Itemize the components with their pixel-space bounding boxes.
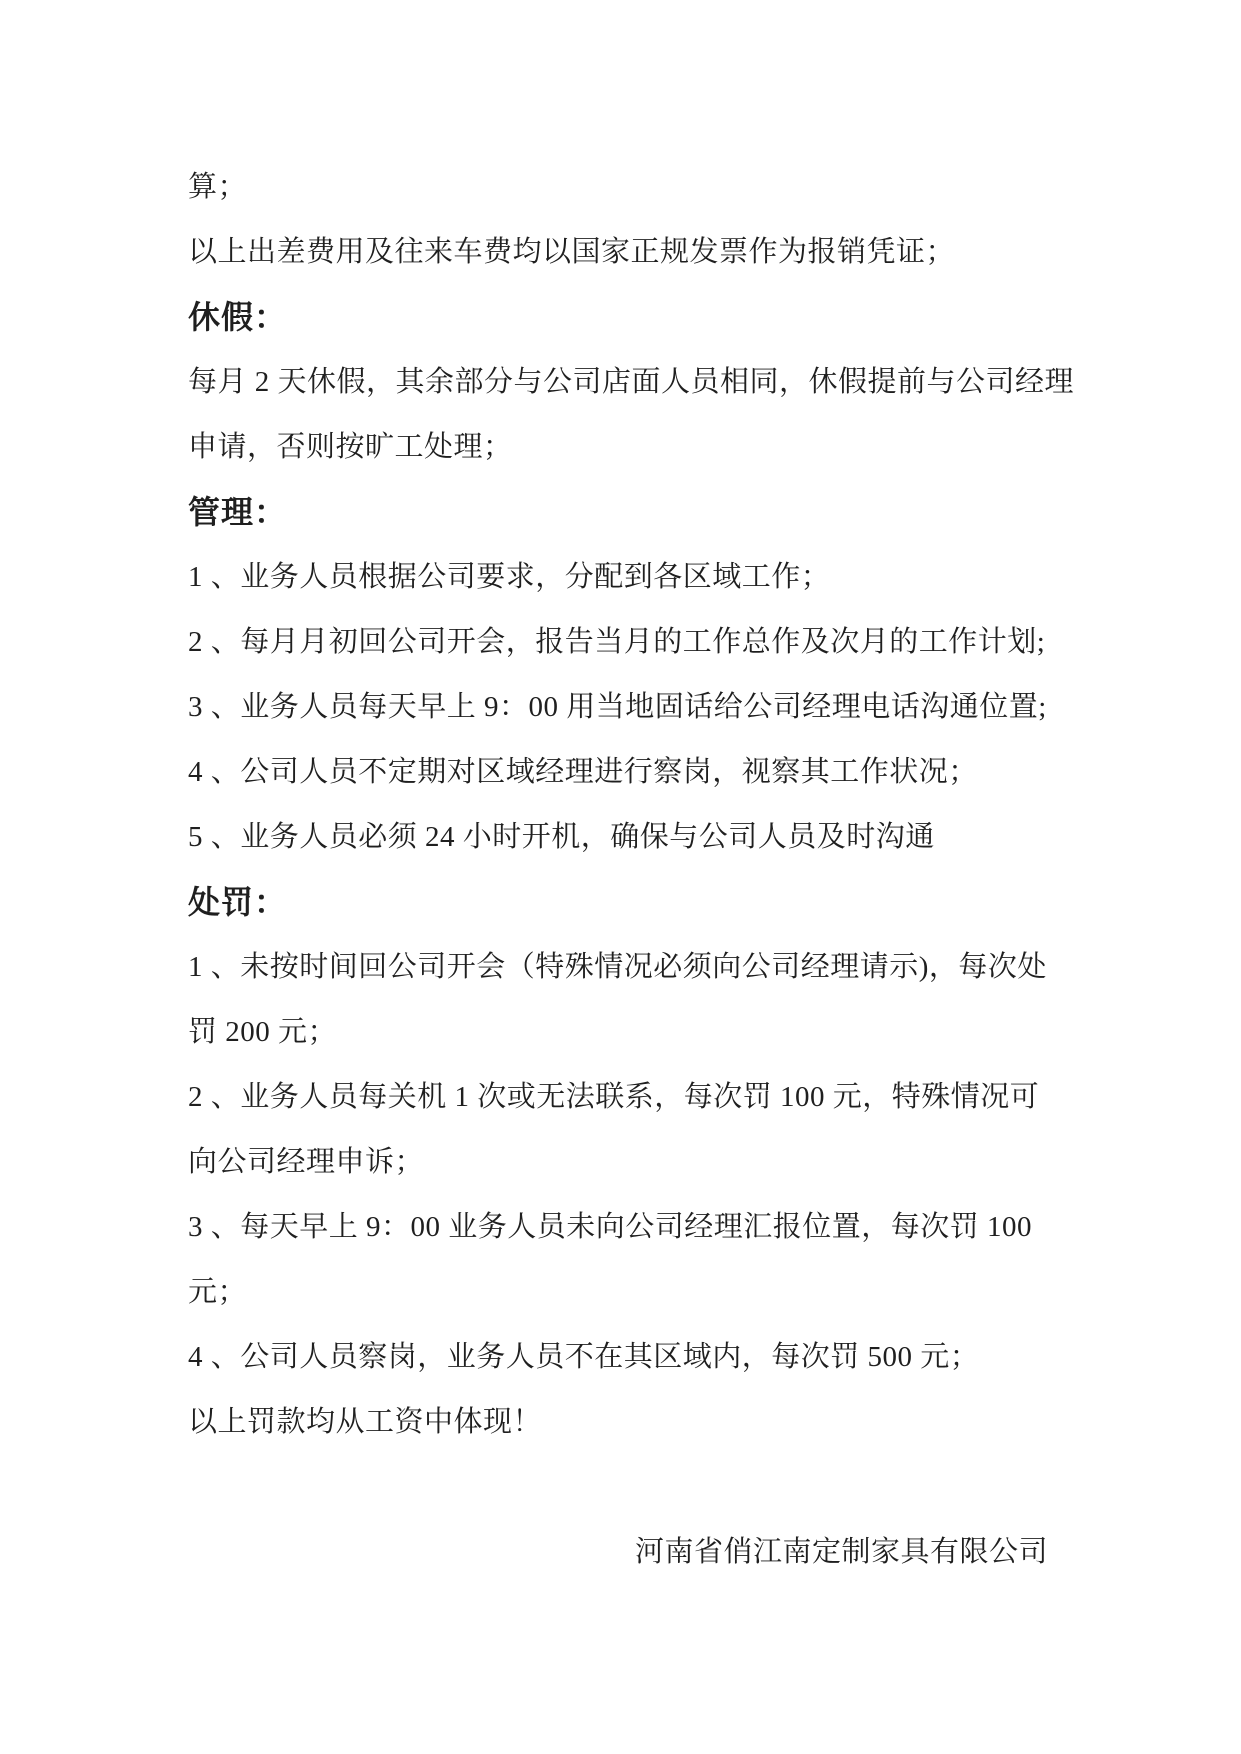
section-heading: 处罚：	[188, 884, 288, 920]
text-line: 2 、每月月初回公司开会，报告当月的工作总作及次月的工作计划;	[188, 626, 1046, 658]
text-line: 3 、每天早上 9：00 业务人员未向公司经理汇报位置，每次罚 100	[188, 1211, 1033, 1243]
text-line: 1 、业务人员根据公司要求，分配到各区域工作；	[188, 561, 831, 593]
text-line: 5 、业务人员必须 24 小时开机，确保与公司人员及时沟通	[188, 821, 935, 853]
text-line: 4 、公司人员察岗，业务人员不在其区域内，每次罚 500 元；	[188, 1341, 980, 1373]
text-line	[188, 1455, 1048, 1520]
text-line: 罚 200 元；	[188, 1016, 338, 1048]
text-line: 4 、公司人员不定期对区域经理进行察岗，视察其工作状况；	[188, 756, 978, 788]
signature-line: 河南省俏江南定制家具有限公司	[634, 1536, 1048, 1568]
text-line: 2 、业务人员每关机 1 次或无法联系，每次罚 100 元，特殊情况可	[188, 1081, 1040, 1113]
text-line: 元；	[188, 1276, 248, 1308]
text-line: 3 、业务人员每天早上 9：00 用当地固话给公司经理电话沟通位置;	[188, 691, 1047, 723]
section-heading: 管理：	[188, 494, 288, 530]
text-line: 算；	[188, 171, 248, 203]
text-line: 申请，否则按旷工处理；	[188, 431, 513, 463]
section-heading: 休假：	[188, 299, 288, 335]
text-line: 以上出差费用及往来车费均以国家正规发票作为报销凭证；	[188, 236, 956, 268]
text-line: 以上罚款均从工资中体现！	[188, 1406, 543, 1438]
document-body	[188, 155, 1075, 1585]
text-line: 1 、未按时间回公司开会（特殊情况必须向公司经理请示)，每次处	[188, 951, 1047, 983]
text-line: 每月 2 天休假，其余部分与公司店面人员相同，休假提前与公司经理	[188, 366, 1075, 398]
text-line: 向公司经理申诉；	[188, 1146, 425, 1178]
